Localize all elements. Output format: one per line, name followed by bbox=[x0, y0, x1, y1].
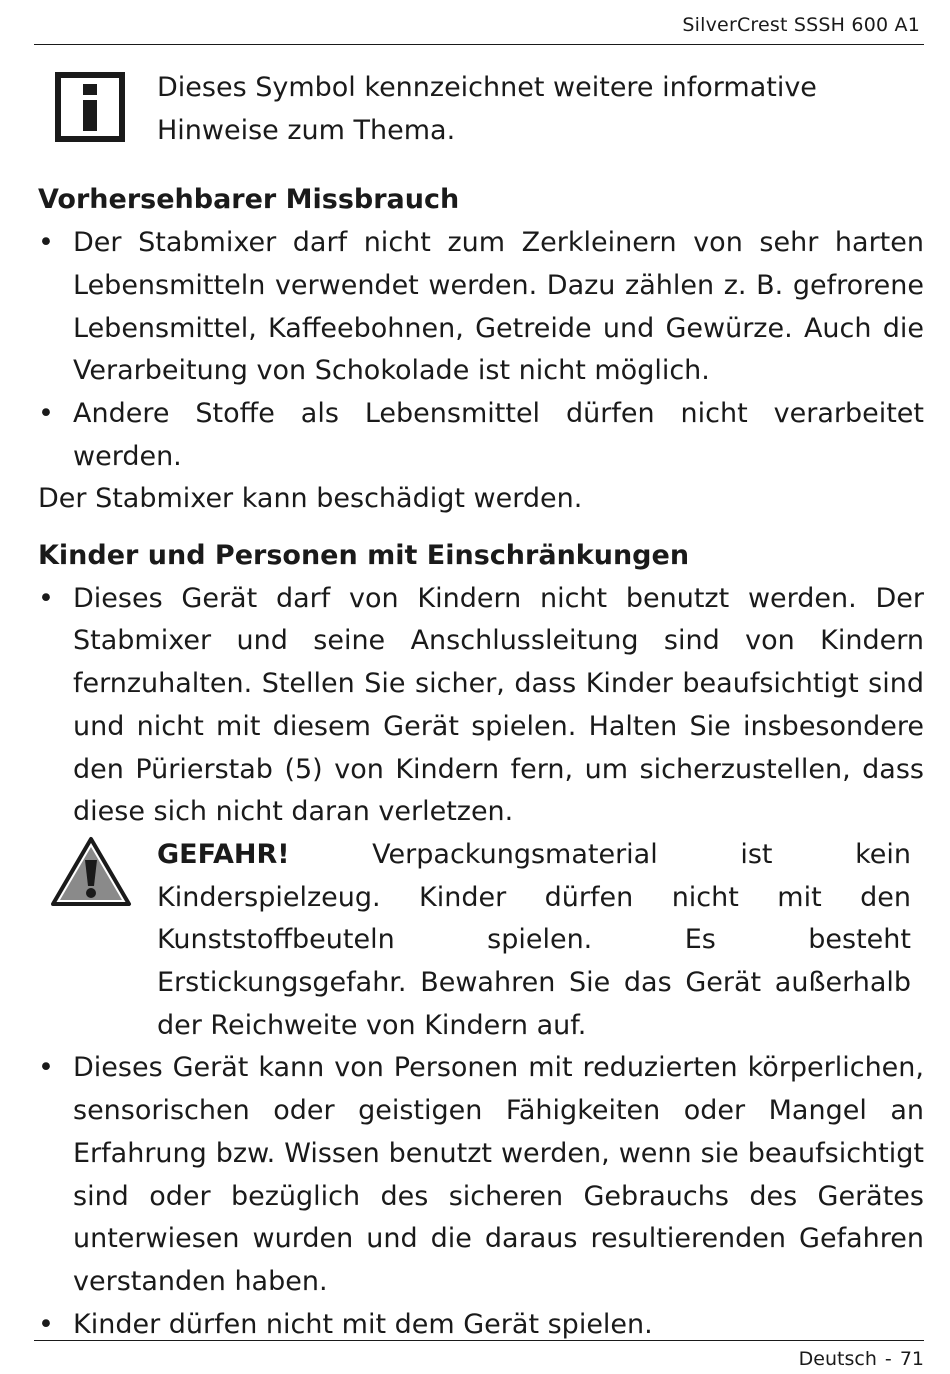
danger-warning-text bbox=[157, 834, 911, 1048]
list-item: • Kinder dürfen nicht mit dem Gerät spielen. bbox=[38, 1304, 924, 1347]
misuse-note: Der Stabmixer kann beschädigt werden. bbox=[38, 483, 583, 515]
footer-language: Deutsch bbox=[798, 1348, 877, 1370]
section-heading-misuse: Vorhersehbarer Missbrauch bbox=[38, 184, 460, 216]
footer-separator: - bbox=[884, 1348, 892, 1370]
header-rule bbox=[34, 44, 924, 45]
page-footer bbox=[799, 1348, 924, 1370]
danger-warning bbox=[38, 834, 924, 1048]
danger-message: Verpackungsmaterial ist kein Kinderspielzeug. Kinder dürfen nicht mit den Kunststoffbeuteln spielen. Es besteht Erstickungsgefahr. Bewahren Sie das Gerät außerhalb der Reichweite von Kindern auf. bbox=[157, 838, 911, 1041]
danger-label: GEFAHR! bbox=[157, 838, 290, 870]
misuse-list bbox=[38, 222, 924, 478]
info-icon bbox=[55, 72, 125, 142]
list-item: • Andere Stoffe als Lebensmittel dürfen nicht verarbeitet werden. bbox=[38, 393, 924, 478]
footer-rule bbox=[34, 1340, 924, 1341]
section-heading-children: Kinder und Personen mit Einschränkungen bbox=[38, 540, 690, 572]
info-note-text: Dieses Symbol kennzeichnet weitere informative Hinweise zum Thema. bbox=[157, 72, 817, 146]
warning-triangle-icon bbox=[50, 836, 132, 908]
list-item: • Dieses Gerät darf von Kindern nicht benutzt werden. Der Stabmixer und seine Anschlussleitung sind von Kindern fernzuhalten. Stellen Sie sicher, dass Kinder beaufsichtigt sind und nicht mit diesem Gerät spielen. Halten Sie insbesondere den Pürierstab (5) von Kindern fern, um sicherzustellen, dass diese sich nicht daran verletzen. bbox=[38, 578, 924, 834]
info-note bbox=[38, 67, 924, 152]
page-number: 71 bbox=[899, 1348, 924, 1370]
children-list-continued bbox=[38, 1047, 924, 1346]
list-item: • Dieses Gerät kann von Personen mit reduzierten körperlichen, sensorischen oder geistigen Fähigkeiten oder Mangel an Erfahrung bzw. Wissen benutzt werden, wenn sie beaufsichtigt sind oder bezüglich des sicheren Gebrauchs des Gerätes unterwiesen wurden und die daraus resultierenden Gefahren verstanden haben. bbox=[38, 1047, 924, 1303]
page-content bbox=[38, 67, 924, 1346]
running-header: SilverCrest SSSH 600 A1 bbox=[682, 14, 920, 36]
children-list bbox=[38, 578, 924, 834]
list-item: • Der Stabmixer darf nicht zum Zerkleinern von sehr harten Lebensmitteln verwendet werden. Dazu zählen z. B. gefrorene Lebensmittel, Kaffeebohnen, Getreide und Gewürze. Auch die Verarbeitung von Schokolade ist nicht möglich. bbox=[38, 222, 924, 393]
